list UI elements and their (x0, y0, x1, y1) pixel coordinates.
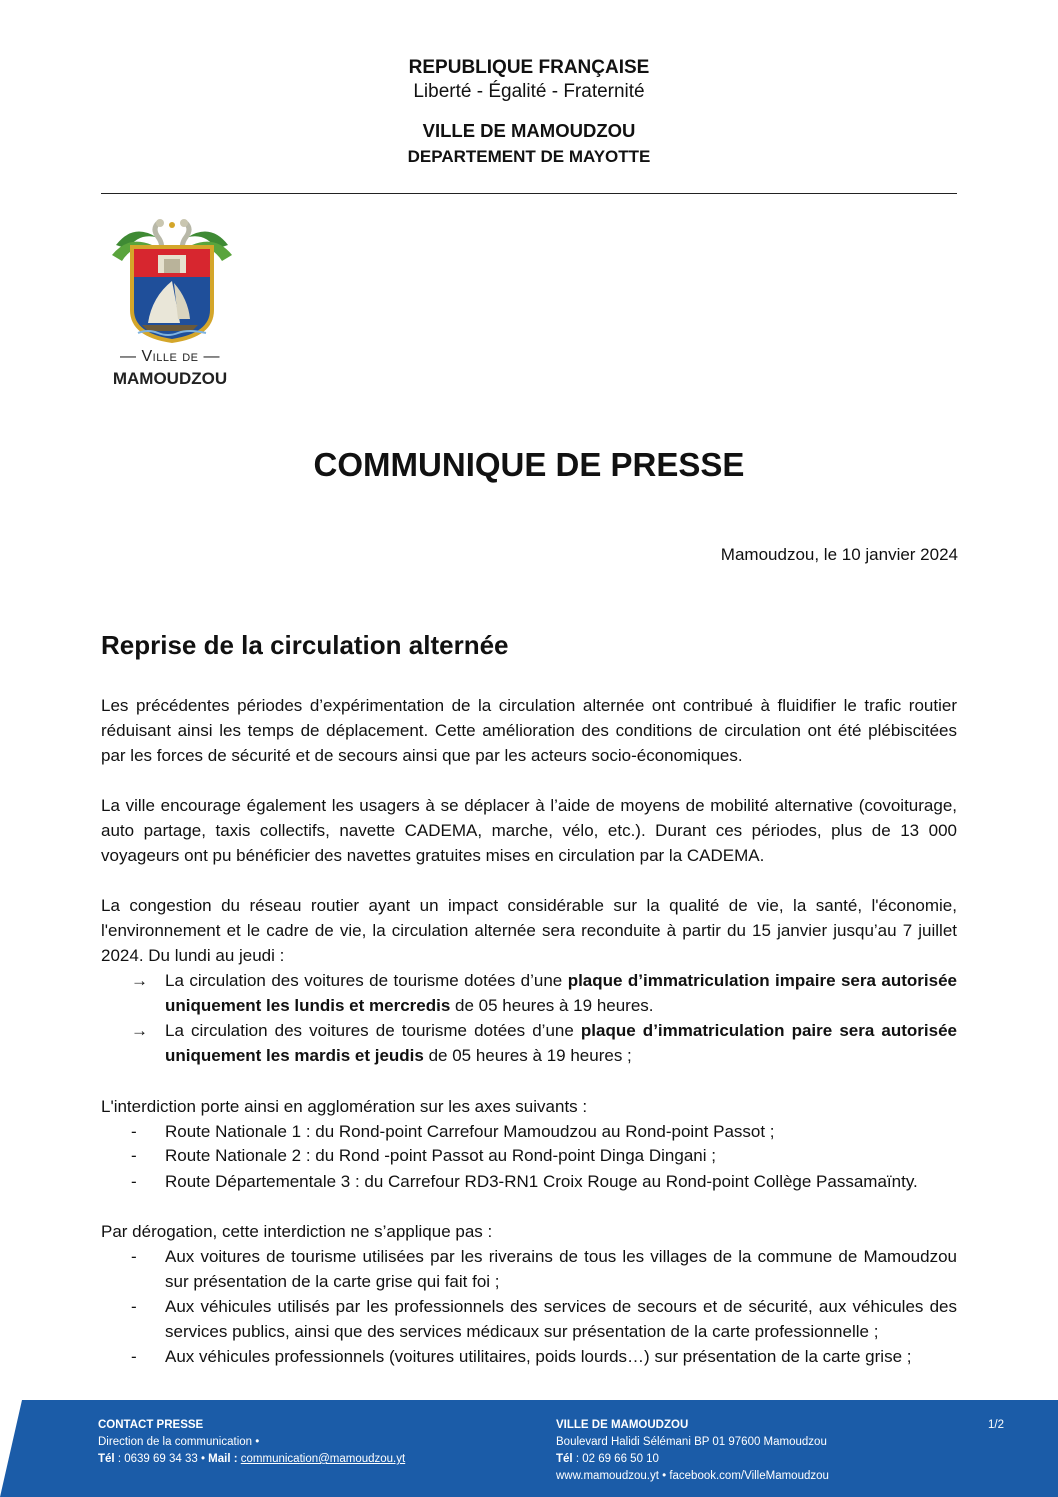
arrow-icon: → (131, 1021, 148, 1040)
axis-item: Route Nationale 1 : du Rond-point Carrefour Mamoudzou au Rond-point Passot ; (165, 1122, 775, 1141)
page-number: 1/2 (988, 1419, 1004, 1431)
rule-text-pre: La circulation des voitures de tourisme dotées d’une (165, 1021, 581, 1040)
paragraph-1: Les précédentes périodes d’expérimentation de la circulation alternée ont contribué à fluidifier le trafic routier réduisant ainsi les temps de déplacement. Cette amélioration des conditions de circulation ont été plébiscitées par les forces de sécurité et de secours ainsi que par les acteurs socio-économiques. (101, 696, 957, 765)
bullet-dash: - (131, 1297, 137, 1316)
bullet-dash: - (131, 1247, 137, 1266)
bullet-dash: - (131, 1146, 137, 1165)
header-divider (101, 193, 957, 194)
arrow-icon: → (131, 971, 148, 990)
header-department: DEPARTEMENT DE MAYOTTE (407, 147, 651, 166)
footer-contact-title: CONTACT PRESSE (98, 1419, 204, 1431)
header-city: VILLE DE MAMOUDZOU (422, 120, 636, 141)
press-release-title: COMMUNIQUE DE PRESSE (313, 446, 745, 483)
footer-web-links[interactable]: www.mamoudzou.yt • facebook.com/VilleMamoudzou (556, 1470, 829, 1482)
exceptions-intro: Par dérogation, cette interdiction ne s’applique pas : (101, 1222, 493, 1241)
footer-notch (0, 1400, 22, 1497)
email-link[interactable]: communication@mamoudzou.yt (240, 1453, 406, 1465)
footer-contact-line: Direction de la communication • (98, 1436, 260, 1448)
footer-address: Boulevard Halidi Sélémani BP 01 97600 Mamoudzou (556, 1436, 827, 1448)
coat-of-arms-logo (108, 215, 236, 345)
axis-item: Route Départementale 3 : du Carrefour RD3-RN1 Croix Rouge au Rond-point Collège Passamaïnty. (165, 1172, 918, 1191)
bullet-dash: - (131, 1122, 137, 1141)
article-heading: Reprise de la circulation alternée (101, 630, 509, 660)
release-date: Mamoudzou, le 10 janvier 2024 (720, 545, 958, 564)
rule-text-bold: plaque d’immatriculation impaire sera autorisée uniquement les lundis et mercredis (165, 971, 957, 1015)
bullet-dash: - (131, 1172, 137, 1191)
footer-contact-phone-mail: Tél : 0639 69 34 33 • Mail : communication@mamoudzou.yt (98, 1453, 406, 1465)
rule-text-post: de 05 heures à 19 heures. (450, 996, 654, 1015)
header-republic: REPUBLIQUE FRANÇAISE (408, 57, 650, 78)
exception-item: Aux véhicules professionnels (voitures utilitaires, poids lourds…) sur présentation de la carte grise ; (165, 1347, 912, 1366)
rule-odd-plates (165, 968, 957, 1018)
rule-even-plates (165, 1018, 957, 1068)
footer-city-phone: Tél : 02 69 66 50 10 (556, 1453, 659, 1465)
axes-intro: L'interdiction porte ainsi en agglomération sur les axes suivants : (101, 1097, 588, 1116)
rule-text-pre: La circulation des voitures de tourisme dotées d’une (165, 971, 568, 990)
bullet-dash: - (131, 1347, 137, 1366)
paragraph-3: La congestion du réseau routier ayant un impact considérable sur la qualité de vie, la santé, l'économie, l'environnement et le cadre de vie, la circulation alternée sera reconduite à partir du 15 janvier jusqu’au 7 juillet 2024. Du lundi au jeudi : (101, 896, 957, 965)
paragraph-2: La ville encourage également les usagers à se déplacer à l’aide de moyens de mobilité alternative (covoiturage, auto partage, taxis collectifs, navette CADEMA, marche, vélo, etc.). Durant ces périodes, plus de 13 000 voyageurs ont pu bénéficier des navettes gratuites mises en circulation par la CADEMA. (101, 796, 957, 865)
header-motto: Liberté - Égalité - Fraternité (413, 81, 645, 102)
axis-item: Route Nationale 2 : du Rond -point Passot au Rond-point Dinga Dingani ; (165, 1146, 716, 1165)
logo-line-mamoudzou: MAMOUDZOU (112, 369, 228, 388)
exception-item: Aux véhicules utilisés par les professionnels des services de secours et de sécurité, aux véhicules des services publics, ainsi que des services médicaux sur présentation de la carte professionnelle ; (165, 1297, 957, 1341)
footer-city-title: VILLE DE MAMOUDZOU (556, 1419, 689, 1431)
rule-text-bold: plaque d’immatriculation paire sera autorisée uniquement les mardis et jeudis (165, 1021, 957, 1065)
exception-item: Aux voitures de tourisme utilisées par les riverains de tous les villages de la commune de Mamoudzou sur présentation de la carte grise qui fait foi ; (165, 1247, 957, 1291)
logo-line-ville: — Ville de — (120, 348, 220, 365)
rule-text-post: de 05 heures à 19 heures ; (423, 1046, 632, 1065)
